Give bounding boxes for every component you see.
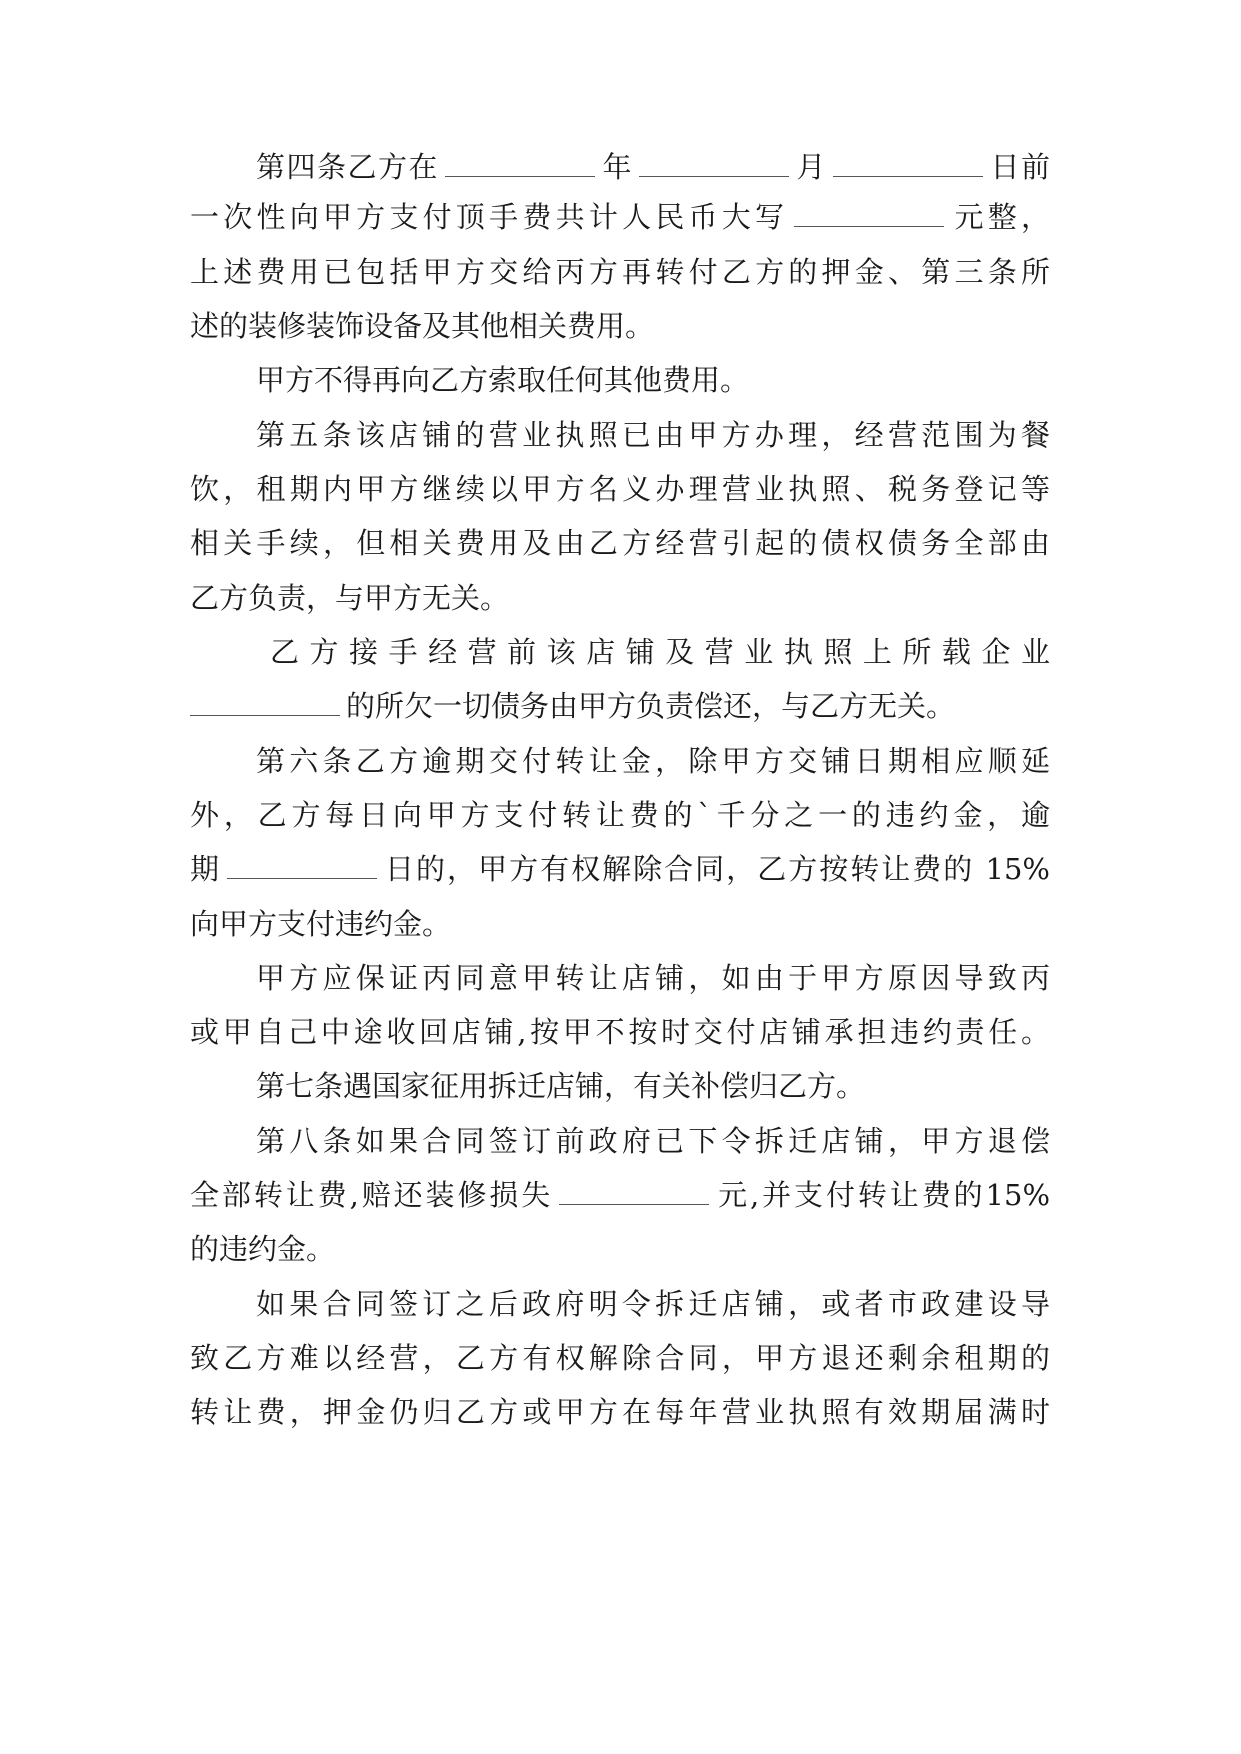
paragraph-line: 外，乙方每日向甲方支付转让费的`千分之一的违约金，逾 (190, 798, 1050, 832)
paragraph-line: 甲方不得再向乙方索取任何其他费用。 (256, 363, 750, 397)
line-text: 期 (190, 852, 222, 886)
fill-blank (794, 196, 944, 227)
line-text: 的所欠一切债务由甲方负责偿还，与乙方无关。 (346, 689, 956, 723)
line-text: 元整， (950, 200, 1050, 234)
line-text: 一次性向甲方支付顶手费共计人民币大写 (190, 200, 789, 234)
line-text: 日前 (988, 150, 1050, 184)
paragraph-line (190, 676, 1050, 736)
paragraph-line: 甲方应保证丙同意甲转让店铺，如由于甲方原因导致丙 (256, 961, 1050, 995)
line-text: 全部转让费,赔还装修损失 (190, 1178, 554, 1212)
fill-blank (559, 1174, 709, 1205)
fill-blank (833, 146, 983, 177)
paragraph-line (190, 1165, 1050, 1225)
paragraph-line: 第八条如果合同签订前政府已下令拆迁店铺，甲方退偿 (256, 1124, 1050, 1158)
paragraph-line: 第五条该店铺的营业执照已由甲方办理，经营范围为餐 (256, 418, 1050, 452)
paragraph-line: 相关手续，但相关费用及由乙方经营引起的债权债务全部由 (190, 526, 1050, 560)
line-text: 月 (794, 150, 827, 184)
fill-blank (639, 146, 789, 177)
paragraph-line: 或甲自己中途收回店铺,按甲不按时交付店铺承担违约责任。 (190, 1015, 1050, 1049)
paragraph-line: 如果合同签订之后政府明令拆迁店铺，或者市政建设导 (256, 1287, 1050, 1321)
line-text: 日的，甲方有权解除合同，乙方按转让费的 15% (383, 852, 1050, 886)
fill-blank (190, 685, 340, 716)
fill-blank (227, 848, 377, 879)
paragraph-line: 第六条乙方逾期交付转让金，除甲方交铺日期相应顺延 (256, 744, 1050, 778)
line-text: 元,并支付转让费的15% (715, 1178, 1050, 1212)
paragraph-line: 的违约金。 (190, 1232, 336, 1266)
paragraph-line: 转让费，押金仍归乙方或甲方在每年营业执照有效期届满时 (190, 1395, 1050, 1429)
paragraph-line: 上述费用已包括甲方交给丙方再转付乙方的押金、第三条所 (190, 255, 1050, 289)
line-text: 第四条乙方在 (256, 150, 439, 184)
line-text: 年 (600, 150, 633, 184)
paragraph-line: 乙方接手经营前该店铺及营业执照上所载企业 (270, 635, 1050, 669)
paragraph-line: 向甲方支付违约金。 (190, 907, 452, 941)
fill-blank (445, 146, 595, 177)
paragraph-line: 饮，租期内甲方继续以甲方名义办理营业执照、税务登记等 (190, 472, 1050, 506)
paragraph-line (190, 187, 1050, 247)
paragraph-line: 第七条遇国家征用拆迁店铺，有关补偿归乙方。 (256, 1069, 866, 1103)
paragraph-line: 述的装修装饰设备及其他相关费用。 (190, 309, 655, 343)
paragraph-line: 乙方负责，与甲方无关。 (190, 581, 510, 615)
paragraph-line (190, 839, 1050, 899)
paragraph-line: 致乙方难以经营，乙方有权解除合同，甲方退还剩余租期的 (190, 1341, 1050, 1375)
